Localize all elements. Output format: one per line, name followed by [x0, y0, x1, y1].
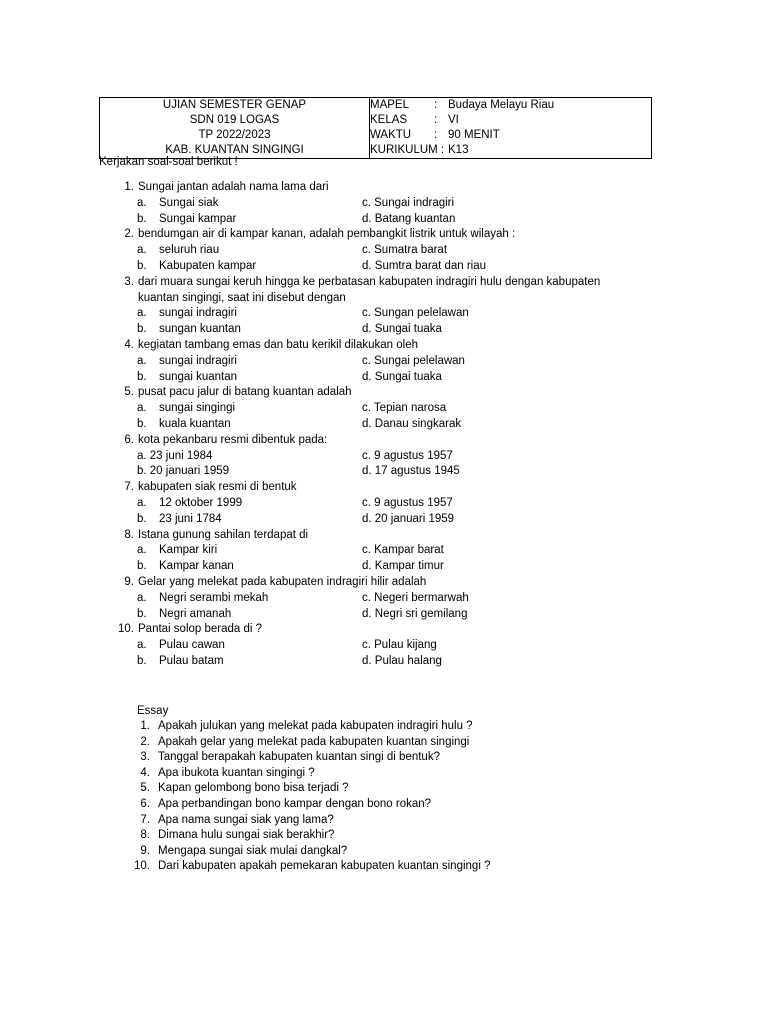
- option-text: sungai kuantan: [159, 370, 238, 383]
- option-row: [99, 512, 659, 528]
- option-letter: b.: [137, 512, 147, 525]
- essay-number: 1.: [140, 720, 150, 732]
- option-right: c. Sungai pelelawan: [362, 354, 465, 367]
- essay-item: [99, 781, 659, 797]
- question-line: [99, 385, 659, 401]
- exam-identity-cell: [100, 98, 370, 159]
- option-text: sungai singingi: [159, 402, 236, 415]
- option-text: Pulau cawan: [159, 639, 225, 652]
- essay-number: 5.: [140, 782, 150, 795]
- option-row: [99, 464, 659, 480]
- option-right: c. Tepian narosa: [362, 402, 447, 415]
- option-text: Sungai siak: [159, 196, 219, 209]
- essay-question: Mengapa sungai siak mulai dangkal?: [158, 844, 348, 857]
- question-item: [99, 275, 659, 338]
- question-line: [99, 528, 659, 544]
- option-letter: b.: [137, 654, 147, 667]
- option-row: [99, 417, 659, 433]
- option-row: [99, 196, 659, 212]
- option-left: [99, 196, 362, 212]
- question-item: [99, 622, 659, 669]
- question-text: dari muara sungai keruh hingga ke perbatasan kabupaten indragiri hulu dengan kabupaten: [138, 275, 601, 288]
- option-letter: b.: [137, 560, 147, 573]
- detail-colon: :: [434, 129, 438, 141]
- regency-name: KAB. KUANTAN SINGINGI: [165, 144, 304, 156]
- essay-question: Dimana hulu sungai siak berakhir?: [158, 829, 335, 842]
- option-left: [99, 259, 362, 275]
- option-left: [99, 512, 362, 528]
- option-text: Kabupaten kampar: [159, 259, 257, 272]
- essay-number: 7.: [140, 813, 150, 826]
- option-right: d. Sungai tuaka: [362, 370, 442, 383]
- option-text: seluruh riau: [159, 244, 220, 257]
- option-right: d. Pulau halang: [362, 654, 442, 667]
- exam-title: UJIAN SEMESTER GENAP: [162, 99, 307, 111]
- essay-question: Kapan gelombong bono bisa terjadi ?: [158, 782, 349, 795]
- option-row: [99, 496, 659, 512]
- essay-question: Apa perbandingan bono kampar dengan bono rokan?: [158, 797, 432, 810]
- option-letter: a.: [137, 496, 147, 509]
- option-row: [99, 543, 659, 559]
- option-text: 12 oktober 1999: [159, 496, 243, 509]
- detail-value: VI: [448, 114, 459, 126]
- question-item: [99, 385, 659, 432]
- option-left: [99, 212, 362, 228]
- detail-value: 90 MENIT: [448, 129, 500, 141]
- option-text: Negri amanah: [159, 607, 232, 620]
- question-line: [99, 275, 659, 291]
- exam-details-cell: [370, 98, 652, 159]
- option-left: [99, 243, 362, 259]
- option-right: c. Pulau kijang: [362, 639, 437, 652]
- option-letter: b.: [137, 212, 147, 225]
- detail-key: KELAS: [370, 114, 408, 126]
- essay-number: 9.: [140, 844, 150, 857]
- detail-value: Budaya Melayu Riau: [448, 99, 555, 111]
- option-right: c. 9 agustus 1957: [362, 449, 453, 462]
- option-right: d. Sumtra barat dan riau: [362, 259, 487, 272]
- option-left: [99, 306, 362, 322]
- question-text: Istana gunung sahilan terdapat di: [138, 528, 309, 541]
- question-item: [99, 433, 659, 480]
- question-text: kabupaten siak resmi di bentuk: [138, 481, 297, 494]
- school-name: SDN 019 LOGAS: [189, 114, 280, 126]
- option-left: [99, 559, 362, 575]
- option-row: [99, 259, 659, 275]
- option-right: d. Danau singkarak: [362, 417, 462, 430]
- question-number: 7.: [124, 481, 134, 494]
- question-text: kuantan singingi, saat ini disebut dengan: [138, 291, 346, 304]
- detail-key: MAPEL: [370, 99, 409, 111]
- option-left: [99, 496, 362, 512]
- detail-value: K13: [448, 144, 469, 156]
- option-text: kuala kuantan: [159, 417, 231, 430]
- question-number: 10.: [118, 623, 134, 636]
- option-right: d. Negri sri gemilang: [362, 607, 468, 620]
- option-letter: a.: [137, 591, 147, 604]
- option-left: [99, 543, 362, 559]
- option-right: c. Sumatra barat: [362, 244, 448, 257]
- option-left: b. 20 januari 1959: [137, 465, 230, 478]
- question-text: Pantai solop berada di ?: [138, 623, 263, 636]
- option-text: 23 juni 1784: [159, 512, 222, 525]
- question-text: bendumgan air di kampar kanan, adalah pembangkit listrik untuk wilayah :: [138, 228, 516, 241]
- question-text: Gelar yang melekat pada kabupaten indragiri hilir adalah: [138, 575, 427, 588]
- question-line: [99, 480, 659, 496]
- question-item: [99, 180, 659, 227]
- option-row: [99, 654, 659, 670]
- option-left: a. 23 juni 1984: [137, 449, 213, 462]
- option-letter: b.: [137, 323, 147, 336]
- option-right: d. Batang kuantan: [362, 212, 456, 225]
- essay-number: 6.: [140, 797, 150, 810]
- question-number: 9.: [124, 575, 134, 588]
- detail-colon: :: [434, 114, 438, 126]
- detail-colon: :: [434, 99, 438, 111]
- option-right: c. Sungan pelelawan: [362, 307, 469, 320]
- question-line: [99, 227, 659, 243]
- question-item: [99, 575, 659, 622]
- essay-number: 8.: [140, 829, 150, 842]
- essay-number: 3.: [140, 751, 150, 764]
- option-letter: b.: [137, 259, 147, 272]
- essay-item: [99, 797, 659, 813]
- essay-question: Apa ibukota kuantan singingi ?: [158, 766, 315, 779]
- option-row: [99, 243, 659, 259]
- option-row: [99, 559, 659, 575]
- question-line: [99, 291, 659, 307]
- essay-item: [99, 813, 659, 829]
- option-text: Kampar kanan: [159, 560, 234, 573]
- essay-item: [99, 750, 659, 766]
- option-row: [99, 212, 659, 228]
- option-right: d. 17 agustus 1945: [362, 465, 460, 478]
- option-letter: a.: [137, 354, 147, 367]
- question-item: [99, 480, 659, 527]
- option-row: [99, 591, 659, 607]
- option-left: [99, 322, 362, 338]
- question-item: [99, 227, 659, 274]
- option-left: [99, 638, 362, 654]
- option-row: [99, 449, 659, 465]
- option-right: c. Sungai indragiri: [362, 196, 455, 209]
- question-list: [99, 180, 659, 670]
- option-text: sungai indragiri: [159, 307, 237, 320]
- essay-number: 2.: [140, 735, 150, 748]
- question-number: 4.: [124, 338, 134, 351]
- question-text: kota pekanbaru resmi dibentuk pada:: [138, 433, 328, 446]
- instruction-text: Kerjakan soal-soal berikut !: [99, 156, 238, 168]
- option-left: [99, 417, 362, 433]
- option-row: [99, 354, 659, 370]
- option-text: Negri serambi mekah: [159, 591, 269, 604]
- option-letter: a.: [137, 639, 147, 652]
- option-right: d. Sungai tuaka: [362, 323, 442, 336]
- question-line: [99, 575, 659, 591]
- detail-row-subject: [370, 98, 651, 113]
- essay-question: Apa nama sungai siak yang lama?: [158, 813, 334, 826]
- question-text: kegiatan tambang emas dan batu kerikil dilakukan oleh: [138, 338, 419, 351]
- option-letter: a.: [137, 244, 147, 257]
- option-text: Kampar kiri: [159, 544, 218, 557]
- option-right: c. Kampar barat: [362, 544, 444, 557]
- option-right: c. 9 agustus 1957: [362, 496, 453, 509]
- option-left: [99, 401, 362, 417]
- question-number: 6.: [124, 433, 134, 446]
- option-right: c. Negeri bermarwah: [362, 591, 469, 604]
- detail-row-curriculum: [370, 143, 651, 158]
- question-number: 1.: [124, 181, 134, 193]
- option-left: [99, 591, 362, 607]
- detail-row-time: [370, 128, 651, 143]
- essay-number: 4.: [140, 766, 150, 779]
- question-number: [99, 291, 135, 307]
- option-left: [99, 354, 362, 370]
- option-text: sungan kuantan: [159, 323, 241, 336]
- option-text: Pulau batam: [159, 654, 224, 667]
- essay-question: Apakah julukan yang melekat pada kabupaten indragiri hulu ?: [158, 720, 473, 732]
- question-text: pusat pacu jalur di batang kuantan adalah: [138, 386, 352, 399]
- option-row: [99, 401, 659, 417]
- essay-number: 10.: [134, 860, 150, 873]
- essay-question: Tanggal berapakah kabupaten kuantan singi di bentuk?: [158, 751, 440, 764]
- option-row: [99, 370, 659, 386]
- question-number: 2.: [124, 228, 134, 241]
- essay-item: [99, 735, 659, 751]
- option-right: d. 20 januari 1959: [362, 512, 455, 525]
- question-line: [99, 433, 659, 449]
- question-item: [99, 338, 659, 385]
- option-text: Sungai kampar: [159, 212, 237, 225]
- essay-item: [99, 828, 659, 844]
- option-letter: a.: [137, 307, 147, 320]
- option-row: [99, 322, 659, 338]
- option-letter: b.: [137, 417, 147, 430]
- option-letter: a.: [137, 402, 147, 415]
- essay-question: Apakah gelar yang melekat pada kabupaten kuantan singingi: [158, 735, 470, 748]
- option-letter: a.: [137, 544, 147, 557]
- question-number: 8.: [124, 528, 134, 541]
- option-right: d. Kampar timur: [362, 560, 444, 573]
- school-year: TP 2022/2023: [198, 129, 271, 141]
- exam-header-table: [99, 97, 652, 159]
- detail-row-class: [370, 113, 651, 128]
- detail-key: KURIKULUM :: [370, 144, 445, 156]
- essay-title: Essay: [137, 705, 169, 717]
- option-letter: b.: [137, 607, 147, 620]
- option-row: [99, 638, 659, 654]
- essay-item: [99, 844, 659, 860]
- question-number: 3.: [124, 275, 134, 288]
- option-left: [99, 607, 362, 623]
- detail-key: WAKTU: [370, 129, 412, 141]
- option-row: [99, 607, 659, 623]
- option-row: [99, 306, 659, 322]
- option-letter: b.: [137, 370, 147, 383]
- essay-item: [99, 719, 659, 735]
- question-line: [99, 180, 659, 196]
- essay-item: [99, 859, 659, 875]
- essay-item: [99, 766, 659, 782]
- question-number: 5.: [124, 386, 134, 399]
- option-text: sungai indragiri: [159, 354, 237, 367]
- essay-list: [99, 719, 659, 875]
- question-text: Sungai jantan adalah nama lama dari: [138, 181, 329, 193]
- question-item: [99, 528, 659, 575]
- option-left: [99, 654, 362, 670]
- option-letter: a.: [137, 196, 147, 209]
- question-line: [99, 622, 659, 638]
- question-line: [99, 338, 659, 354]
- option-left: [99, 370, 362, 386]
- essay-question: Dari kabupaten apakah pemekaran kabupaten kuantan singingi ?: [158, 860, 491, 873]
